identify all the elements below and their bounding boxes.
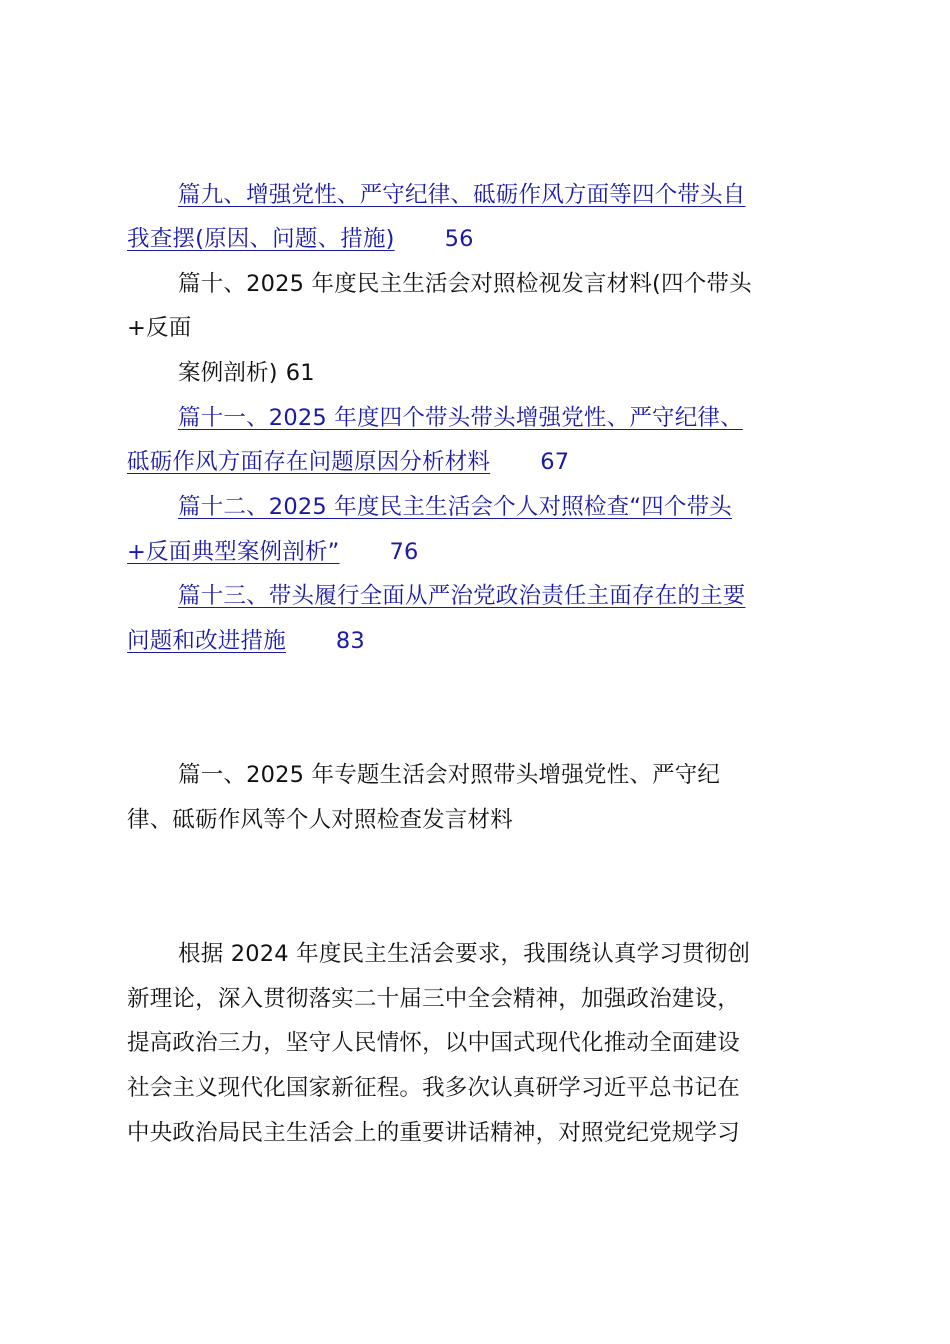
body-line-2: 新理论，深入贯彻落实二十届三中全会精神，加强政治建设， [127,986,740,1012]
toc-item-13-page-number: 83 [335,628,365,654]
body-line-5: 中央政治局民主生活会上的重要讲话精神，对照党纪党规学习 [127,1120,740,1146]
toc-item-13-line-1[interactable]: 篇十三、带头履行全面从严治党政治责任主面存在的主要 [178,583,746,609]
body-line-4: 社会主义现代化国家新征程。我多次认真研学习近平总书记在 [127,1075,740,1101]
toc-item-11-title-end: 砥砺作风方面存在问题原因分析材料 [127,449,491,475]
toc-item-10-line-3 [178,358,315,388]
toc-item-13-line-2[interactable] [127,626,365,656]
toc-item-13-title-end: 问题和改进措施 [127,628,286,654]
toc-item-11-line-1[interactable]: 篇十一、2025 年度四个带头带头增强党性、严守纪律、 [178,405,743,431]
toc-item-10-page-number: 61 [285,360,315,386]
toc-item-12-title-end: +反面典型案例剖析” [127,539,340,565]
toc-item-9-page-number: 56 [444,226,474,252]
toc-item-11-line-2[interactable] [127,447,569,477]
toc-item-12-line-1[interactable]: 篇十二、2025 年度民主生活会个人对照检查“四个带头 [178,494,732,520]
toc-item-10-title-end: 案例剖析) [178,360,278,386]
toc-item-12-page-number: 76 [389,539,419,565]
toc-item-11-page-number: 67 [540,449,570,475]
toc-item-10-line-2: +反面 [127,315,192,341]
section-title-line-2: 律、砥砺作风等个人对照检查发言材料 [127,807,513,833]
body-line-1: 根据 2024 年度民主生活会要求，我围绕认真学习贯彻创 [178,941,751,967]
section-title-line-1: 篇一、2025 年专题生活会对照带头增强党性、严守纪 [178,762,721,788]
body-line-3: 提高政治三力，坚守人民情怀，以中国式现代化推动全面建设 [127,1030,740,1056]
toc-item-10-line-1: 篇十、2025 年度民主生活会对照检视发言材料(四个带头 [178,271,752,297]
toc-item-9-line-2[interactable] [127,224,474,254]
toc-item-12-line-2[interactable] [127,537,419,567]
toc-item-9-title-end: 我查摆(原因、问题、措施) [127,226,395,252]
toc-item-9-line-1[interactable]: 篇九、增强党性、严守纪律、砥砺作风方面等四个带头自 [178,182,746,208]
